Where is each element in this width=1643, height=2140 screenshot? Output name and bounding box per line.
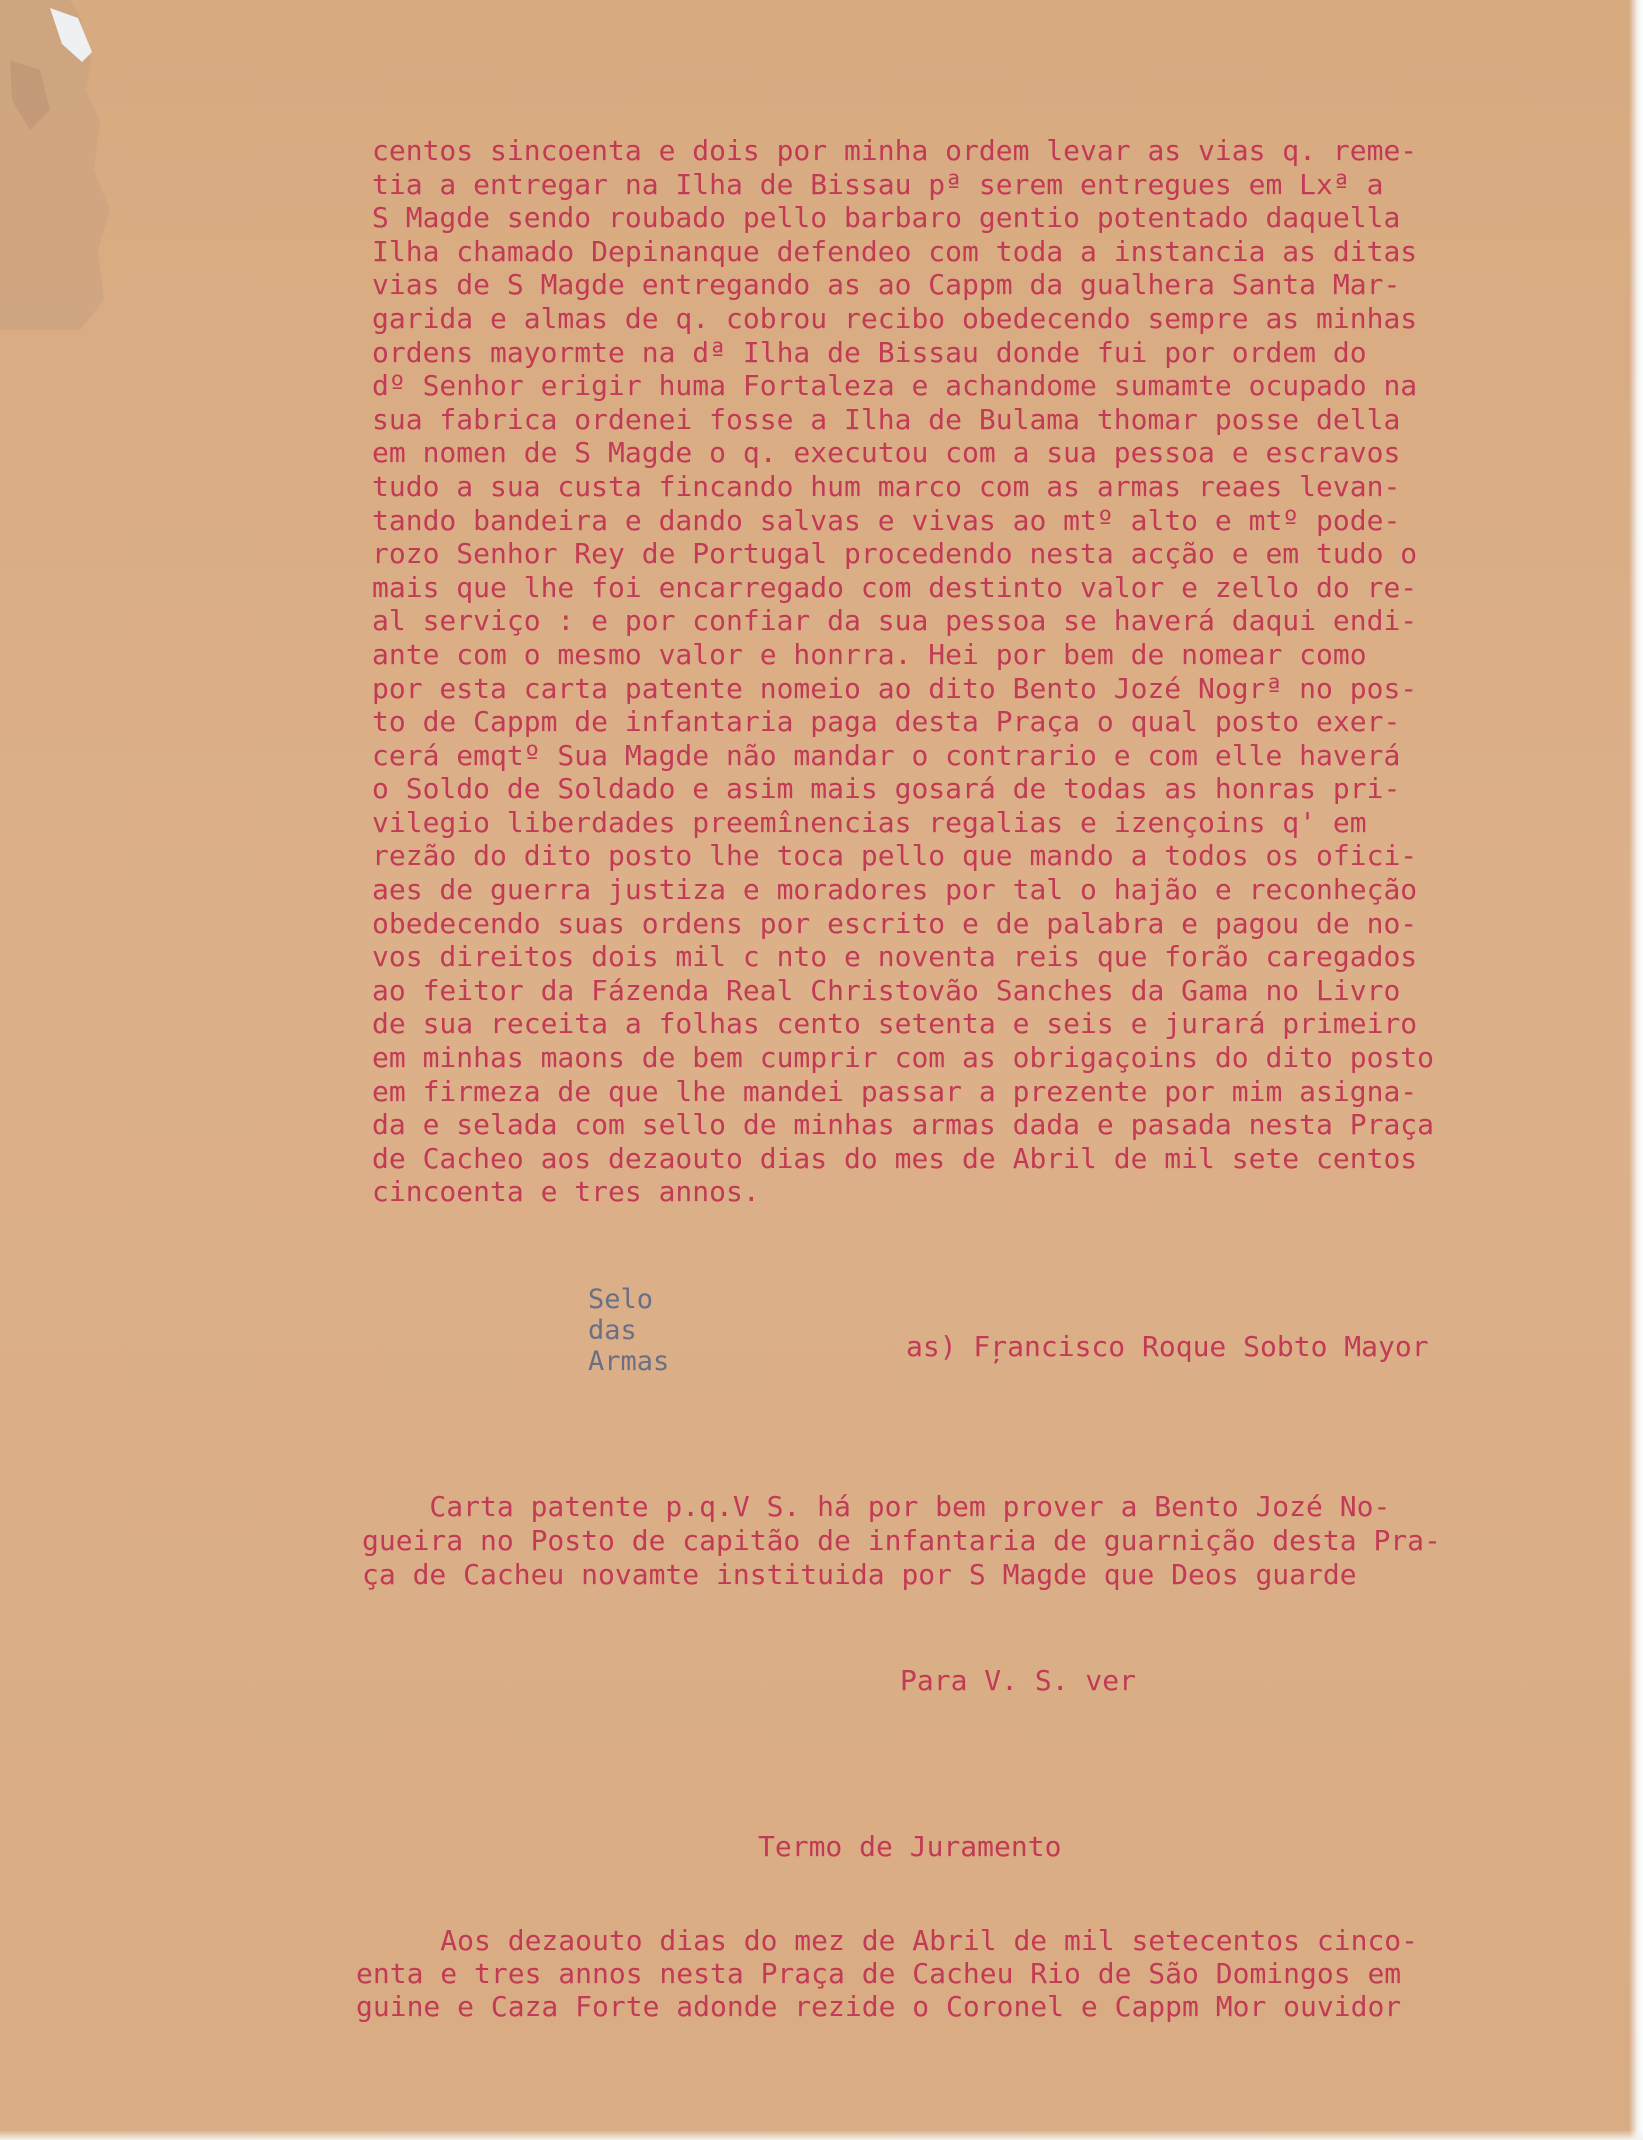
body-line: obedecendo suas ordens por escrito e de palabra e pagou de no- xyxy=(372,906,1418,940)
body-line: em firmeza de que lhe mandei passar a prezente por mim asigna- xyxy=(372,1074,1418,1108)
oath-line: guine e Caza Forte adonde rezide o Coronel e Cappm Mor ouvidor xyxy=(356,1990,1402,2023)
body-line: em minhas maons de bem cumprir com as obrigaçoins do dito posto xyxy=(372,1041,1435,1075)
body-line: ao feitor da Fázenda Real Christovão Sanches da Gama no Livro xyxy=(372,973,1401,1007)
seal-line: Armas xyxy=(588,1346,670,1377)
body-line: S Magde sendo roubado pello barbaro gentio potentado daquella xyxy=(372,201,1401,235)
body-line: tudo a sua custa fincando hum marco com as armas reaes levan- xyxy=(372,469,1401,503)
body-line: vos direitos dois mil c nto e noventa reis que forão caregados xyxy=(372,940,1418,974)
body-line: tia a entregar na Ilha de Bissau pª serem entregues em Lxª a xyxy=(372,167,1384,201)
body-line: vias de S Magde entregando as ao Cappm da gualhera Santa Mar- xyxy=(372,268,1401,302)
paper-edge-right xyxy=(1629,0,1643,2140)
body-line: da e selada com sello de minhas armas dada e pasada nesta Praça xyxy=(372,1108,1435,1142)
summary-line: Carta patente p.q.V S. há por bem prover a Bento Jozé No- xyxy=(362,1490,1391,1523)
body-line: cincoenta e tres annos. xyxy=(372,1175,760,1209)
body-text xyxy=(372,134,1632,1209)
summary-line: ça de Cacheu novamte instituida por S Magde que Deos guarde xyxy=(362,1558,1357,1591)
body-line: por esta carta patente nomeio ao dito Bento Jozé Nogrª no pos- xyxy=(372,671,1418,705)
body-line: al serviço : e por confiar da sua pessoa se haverá daqui endi- xyxy=(372,604,1418,638)
body-line: garida e almas de q. cobrou recibo obedecendo sempre as minhas xyxy=(372,301,1418,335)
body-line: mais que lhe foi encarregado com destinto valor e zello do re- xyxy=(372,570,1418,604)
body-line: Ilha chamado Depinanque defendeo com toda a instancia as ditas xyxy=(372,234,1418,268)
seal-of-arms xyxy=(588,1284,669,1377)
body-line: sua fabrica ordenei fosse a Ilha de Bulama thomar posse della xyxy=(372,402,1401,436)
body-line: rozo Senhor Rey de Portugal procedendo nesta acção e em tudo o xyxy=(372,537,1418,571)
signature-line: as) Fŗancisco Roque Sobto Mayor xyxy=(906,1330,1429,1363)
seal-line: das xyxy=(588,1315,637,1346)
summary-paragraph xyxy=(362,1490,1632,1592)
body-line: de sua receita a folhas cento setenta e seis e jurará primeiro xyxy=(372,1007,1418,1041)
body-line: rezão do dito posto lhe toca pello que mando a todos os ofici- xyxy=(372,839,1418,873)
body-line: aes de guerra justiza e moradores por tal o hajão e reconheção xyxy=(372,873,1418,907)
summary-line: gueira no Posto de capitão de infantaria de guarnição desta Pra- xyxy=(362,1524,1441,1557)
oath-paragraph xyxy=(356,1924,1636,2023)
body-line: centos sincoenta e dois por minha ordem levar as vias q. reme- xyxy=(372,134,1418,167)
body-line: ante com o mesmo valor e honrra. Hei por bem de nomear como xyxy=(372,637,1367,671)
body-line: ordens mayormte na dª Ilha de Bissau donde fui por ordem do xyxy=(372,335,1367,369)
oath-line: Aos dezaouto dias do mez de Abril de mil setecentos cinco- xyxy=(356,1924,1419,1957)
seal-line: Selo xyxy=(588,1284,654,1315)
body-line: em nomen de S Magde o q. executou com a sua pessoa e escravos xyxy=(372,436,1401,470)
body-line: o Soldo de Soldado e asim mais gosará de todas as honras pri- xyxy=(372,772,1401,806)
body-line: tando bandeira e dando salvas e vivas ao mtº alto e mtº pode- xyxy=(372,503,1401,537)
body-line: cerá emqtº Sua Magde não mandar o contrario e com elle haverá xyxy=(372,738,1401,772)
oath-line: enta e tres annos nesta Praça de Cacheu Rio de São Domingos em xyxy=(356,1957,1402,1990)
paper-edge-bottom xyxy=(0,2130,1643,2140)
body-line: de Cacheo aos dezaouto dias do mes de Abril de mil sete centos xyxy=(372,1141,1418,1175)
paper-damage-stain xyxy=(0,0,150,330)
body-line: vilegio liberdades preemînencias regalias e izençoins q' em xyxy=(372,805,1367,839)
body-line: to de Cappm de infantaria paga desta Praça o qual posto exer- xyxy=(372,705,1401,739)
para-ver-line: Para V. S. ver xyxy=(900,1664,1137,1697)
body-line: dº Senhor erigir huma Fortaleza e achandome sumamte ocupado na xyxy=(372,369,1418,403)
termo-heading: Termo de Juramento xyxy=(758,1830,1062,1863)
